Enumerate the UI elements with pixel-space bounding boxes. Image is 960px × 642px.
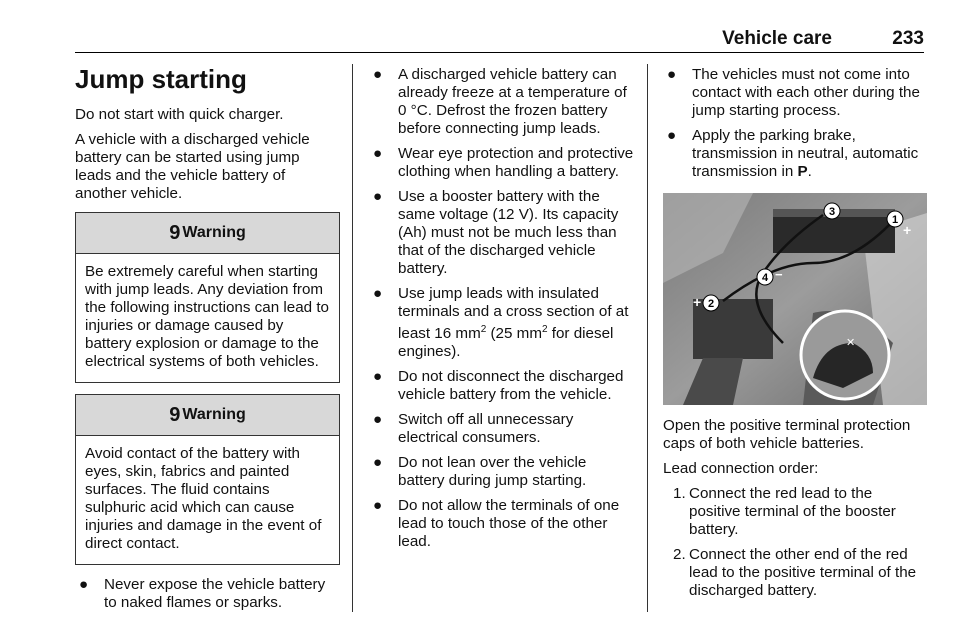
plus-sign: + xyxy=(903,222,912,238)
bullet-icon: ● xyxy=(667,66,677,83)
list-item: ● Do not disconnect the discharged vehicle battery from the vehicle. xyxy=(373,368,624,404)
label-4: 4 xyxy=(762,272,769,284)
list-item: ● Use a booster battery with the same voltage (12 V). Its capacity (Ah) must not be much less than that of the discharged vehicle battery. xyxy=(373,188,619,277)
bullet-icon: ● xyxy=(79,576,89,593)
warning-title: Warning xyxy=(182,224,246,241)
bullet-list xyxy=(75,576,340,612)
bullet-list xyxy=(369,66,634,551)
list-item: ● Apply the parking brake, transmission in neutral, automatic transmission in P. xyxy=(667,127,919,180)
column-divider xyxy=(647,64,648,612)
warning-header xyxy=(76,395,339,436)
numbered-list xyxy=(663,485,927,600)
booster-battery xyxy=(773,215,895,253)
warning-icon: 9 xyxy=(169,222,181,244)
list-item: ● Do not lean over the vehicle battery during jump starting. xyxy=(373,454,587,490)
bullet-icon: ● xyxy=(373,497,383,515)
page-number: 233 xyxy=(892,28,924,49)
page-header xyxy=(75,26,924,53)
warning-text: Be extremely careful when starting with jump leads. Any deviation from the following instructions can lead to injuries or damage caused by battery explosion or damage to the electrical systems of both vehicles. xyxy=(85,263,329,370)
bullet-icon: ● xyxy=(373,411,383,429)
page-title: Jump starting xyxy=(75,64,247,94)
bullet-icon: ● xyxy=(373,145,383,162)
bullet-icon: ● xyxy=(667,127,677,144)
column-3 xyxy=(663,66,927,607)
label-3: 3 xyxy=(829,206,836,218)
label-1: 1 xyxy=(892,214,899,226)
bullet-icon: ● xyxy=(373,368,383,386)
paragraph: Lead connection order: xyxy=(663,460,819,477)
bullet-icon: ● xyxy=(373,285,383,302)
bullet-icon: ● xyxy=(373,188,383,205)
list-item: ● Never expose the vehicle battery to naked flames or sparks. xyxy=(79,576,326,611)
list-item: ● The vehicles must not come into contact with each other during the jump starting process. xyxy=(667,66,920,119)
engine-bay-illustration xyxy=(663,193,927,405)
list-item: ● Wear eye protection and protective clothing when handling a battery. xyxy=(373,145,634,180)
label-2: 2 xyxy=(708,298,715,310)
warning-header xyxy=(76,213,339,254)
warning-text: Avoid contact of the battery with eyes, skin, fabrics and painted surfaces. The fluid contains sulphuric acid which can cause injuries and damage in the event of direct contact. xyxy=(85,445,322,552)
column-divider xyxy=(352,64,353,612)
minus-sign: − xyxy=(775,267,783,282)
list-item: ● Use jump leads with insulated terminals and a cross section of at least 16 $mm^2$ (25 $mm^2$ for diesel engines). xyxy=(373,285,629,361)
plus-sign: + xyxy=(693,294,702,310)
column-2 xyxy=(369,66,634,558)
bullet-list xyxy=(663,66,927,181)
inset-mark: ✕ xyxy=(846,337,856,349)
warning-box xyxy=(75,394,340,565)
section-title: Vehicle care xyxy=(722,28,832,49)
list-item: ● Switch off all unnecessary electrical consumers. xyxy=(373,411,574,447)
paragraph: A vehicle with a discharged vehicle battery can be started using jump leads and the vehicle battery of another vehicle. xyxy=(75,131,310,202)
list-item: 1. Connect the red lead to the positive terminal of the booster battery. xyxy=(673,485,896,538)
warning-title: Warning xyxy=(182,406,246,423)
column-1 xyxy=(75,64,340,619)
list-item: ● A discharged vehicle battery can already freeze at a temperature of 0 °C. Defrost the frozen battery before connecting jump leads. xyxy=(373,66,627,137)
paragraph: Do not start with quick charger. xyxy=(75,106,284,123)
bullet-icon: ● xyxy=(373,454,383,472)
warning-icon: 9 xyxy=(169,404,181,426)
list-item: ● Do not allow the terminals of one lead to touch those of the other lead. xyxy=(373,497,620,551)
warning-box xyxy=(75,212,340,383)
bullet-icon: ● xyxy=(373,66,383,83)
paragraph: Open the positive terminal protection caps of both vehicle batteries. xyxy=(663,417,911,452)
list-item: 2. Connect the other end of the red lead to the positive terminal of the discharged battery. xyxy=(673,546,917,599)
